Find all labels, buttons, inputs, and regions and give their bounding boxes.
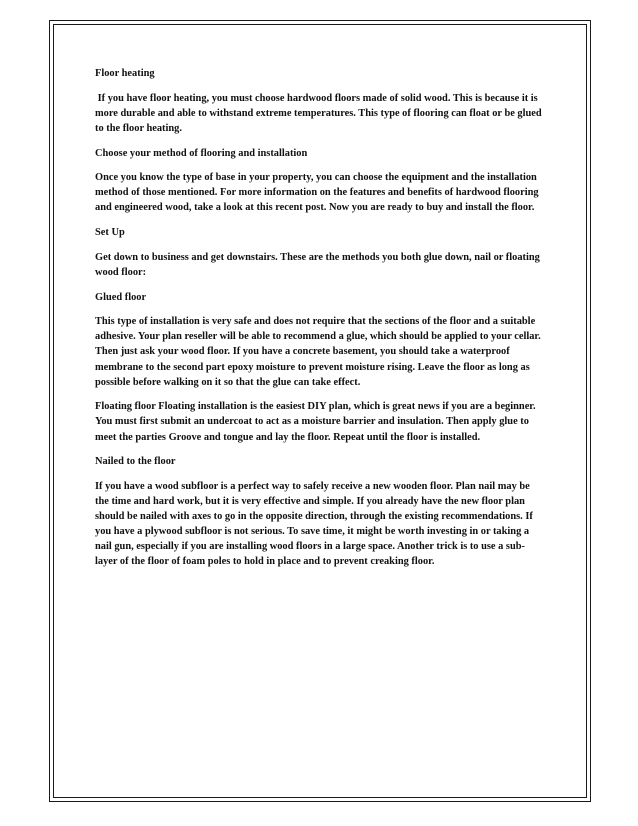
paragraph-choose-method: Once you know the type of base in your property, you can choose the equipment and the installation method of those mentioned. For more information on the features and benefits of hardwood flooring and engineered wood, take a look at this recent post. Now you are ready to buy and install the floor. [95, 172, 539, 214]
paragraph-nailed-floor: If you have a wood subfloor is a perfect way to safely receive a new wooden floor. Plan nail may be the time and hard work, but it is very effective and simple. If you already have the new floor plan should be nailed with axes to go in the opposite direction, through the existing recommendations. If you have a plywood subfloor is not serious. To save time, it might be worth investing in or taking a nail gun, especially if you are installing wood floors in a large space. Another trick is to use a sub-layer of the floor of foam poles to hold in place and to prevent creaking floor. [95, 480, 533, 568]
paragraph-floor-heating: If you have floor heating, you must choose hardwood floors made of solid wood. This is because it is more durable and able to withstand extreme temperatures. This type of flooring can float or be glued to the floor heating. [95, 92, 545, 134]
paragraph-glued-floor: This type of installation is very safe and does not require that the sections of the floor and a suitable adhesive. Your plan reseller will be able to recommend a glue, which should be applied to your cellar. Then just ask your wood floor. If you have a concrete basement, you should take a waterproof membrane to the second part epoxy moisture to prevent moisture rising. Leave the floor as long as possible before walking on it so that the glue can take effect. [95, 316, 541, 388]
paragraph-set-up: Get down to business and get downstairs. These are the methods you both glue down, nail or floating wood floor: [95, 251, 540, 278]
heading-nailed-floor: Nailed to the floor [95, 456, 176, 468]
document-body [95, 66, 545, 579]
heading-glued-floor: Glued floor [95, 291, 147, 303]
heading-choose-method: Choose your method of flooring and installation [95, 147, 308, 159]
heading-floor-heating: Floor heating [95, 68, 155, 79]
heading-set-up: Set Up [95, 227, 125, 239]
paragraph-floating-floor: Floating floor Floating installation is the easiest DIY plan, which is great news if you are a beginner. You must first submit an undercoat to act as a moisture barrier and insulation. Then apply glue to meet the parties Groove and tongue and lay the floor. Repeat until the floor is installed. [95, 401, 536, 443]
